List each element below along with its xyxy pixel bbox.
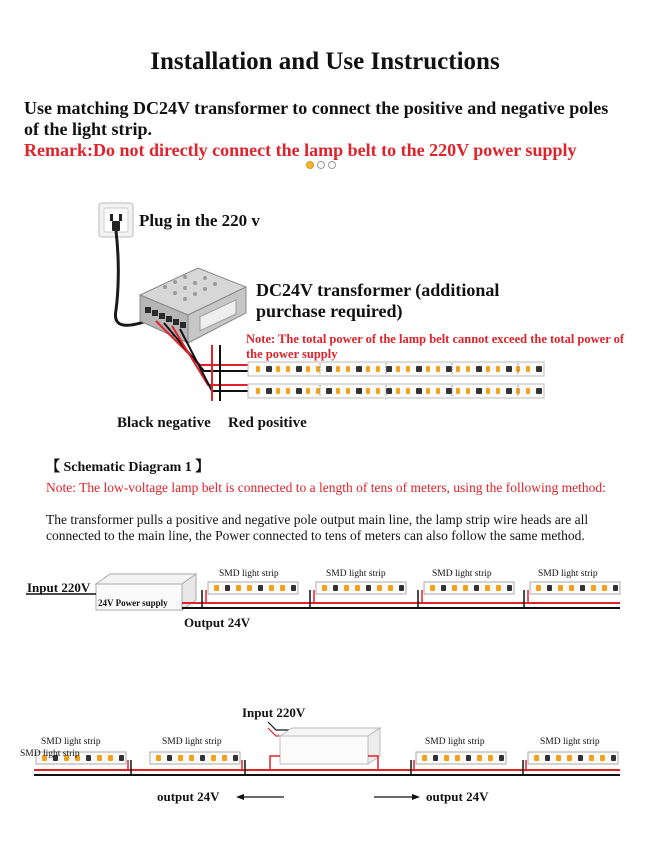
led-chip — [567, 755, 572, 761]
led-chip — [486, 388, 490, 394]
led-chip — [507, 585, 512, 591]
led-chip — [455, 755, 460, 761]
led-chip — [536, 388, 542, 394]
led-chip — [286, 388, 290, 394]
led-chip — [591, 585, 596, 591]
led-chip — [613, 585, 618, 591]
led-chip — [611, 755, 616, 761]
led-chip — [178, 755, 183, 761]
led-chip — [422, 755, 427, 761]
led-chip — [558, 585, 563, 591]
led-chip — [602, 585, 607, 591]
led-chip — [477, 755, 482, 761]
led-chip — [355, 585, 360, 591]
led-chip — [291, 585, 296, 591]
led-chip — [452, 585, 457, 591]
led-chip — [463, 585, 468, 591]
led-chip — [200, 755, 205, 761]
led-chip — [444, 755, 449, 761]
led-chip — [316, 366, 320, 372]
led-chip — [436, 366, 440, 372]
led-chip — [446, 388, 452, 394]
led-chip — [222, 755, 227, 761]
d2-strip-label-3: SMD light strip — [425, 737, 485, 747]
led-chip — [296, 366, 302, 372]
led-chip — [536, 585, 541, 591]
d2-output-right: output 24V — [426, 789, 489, 804]
led-chip — [430, 585, 435, 591]
led-chip — [496, 388, 500, 394]
led-chip — [386, 366, 392, 372]
led-chip — [506, 388, 512, 394]
led-chip — [534, 755, 539, 761]
led-chip — [536, 366, 542, 372]
schematic-description: The transformer pulls a positive and negative pole output main line, the lamp strip wire heads are all connected to the main line, the Power connected to tens of meters can also follow the same method. — [46, 512, 589, 543]
led-chip — [466, 366, 470, 372]
led-chip — [86, 755, 91, 761]
led-chip — [396, 388, 400, 394]
led-chip — [266, 366, 272, 372]
led-chip — [485, 585, 490, 591]
led-strip-1 — [248, 362, 544, 376]
led-chip — [589, 755, 594, 761]
led-chip — [416, 388, 422, 394]
led-chip — [545, 755, 550, 761]
schematic-title: 【 Schematic Diagram 1 】 — [46, 460, 210, 475]
d1-output-label: Output 24V — [184, 615, 251, 630]
led-chip — [366, 585, 371, 591]
led-chip — [436, 388, 440, 394]
led-chip — [167, 755, 172, 761]
led-chip — [388, 585, 393, 591]
led-chip — [366, 388, 370, 394]
led-chip — [346, 366, 350, 372]
d1-strip-label-1: SMD light strip — [219, 569, 279, 579]
led-chip — [256, 366, 260, 372]
led-chip — [356, 366, 362, 372]
remark-text: Remark:Do not directly connect the lamp belt to the 220V power supply — [24, 140, 577, 160]
led-chip — [526, 388, 530, 394]
power-note: Note: The total power of the lamp belt cannot exceed the total power of the power supply — [246, 332, 625, 361]
led-chip — [233, 755, 238, 761]
led-chip — [426, 366, 430, 372]
led-chip — [356, 388, 362, 394]
led-chip — [456, 366, 460, 372]
led-chip — [499, 755, 504, 761]
led-chip — [316, 388, 320, 394]
led-chip — [496, 366, 500, 372]
led-chip — [433, 755, 438, 761]
led-chip — [236, 585, 241, 591]
led-chip — [556, 755, 561, 761]
led-chip — [214, 585, 219, 591]
d2-output-left: output 24V — [157, 789, 220, 804]
led-chip — [496, 585, 501, 591]
led-chip — [108, 755, 113, 761]
led-chip — [569, 585, 574, 591]
d1-strip-label-3: SMD light strip — [432, 569, 492, 579]
led-chip — [441, 585, 446, 591]
led-chip — [258, 585, 263, 591]
led-chip — [189, 755, 194, 761]
d1-strip-label-4: SMD light strip — [538, 569, 598, 579]
d2-strip-label-1: SMD light strip — [41, 737, 101, 747]
led-chip — [225, 585, 230, 591]
led-chip — [446, 366, 452, 372]
led-chip — [280, 585, 285, 591]
black-negative-label: Black negative — [117, 415, 211, 431]
led-chip — [386, 388, 392, 394]
d2-strip-label-4: SMD light strip — [540, 737, 600, 747]
led-chip — [276, 366, 280, 372]
led-chip — [476, 366, 482, 372]
led-chip — [269, 585, 274, 591]
d2-input-label: Input 220V — [242, 705, 306, 720]
led-chip — [426, 388, 430, 394]
led-chip — [406, 366, 410, 372]
led-chip — [396, 366, 400, 372]
led-chip — [306, 388, 310, 394]
led-chip — [296, 388, 302, 394]
psu-wire-left — [270, 756, 280, 770]
led-chip — [416, 366, 422, 372]
d1-psu-label: 24V Power supply — [98, 598, 168, 608]
led-chip — [346, 388, 350, 394]
led-chip — [344, 585, 349, 591]
led-chip — [600, 755, 605, 761]
led-chip — [526, 366, 530, 372]
d2-strip-label-2: SMD light strip — [162, 737, 222, 747]
led-chip — [286, 366, 290, 372]
led-chip — [211, 755, 216, 761]
led-chip — [474, 585, 479, 591]
d2-overlap-label: SMD light strip — [20, 749, 80, 759]
led-chip — [97, 755, 102, 761]
led-chip — [456, 388, 460, 394]
led-chip — [256, 388, 260, 394]
led-chip — [336, 366, 340, 372]
led-chip — [119, 755, 124, 761]
led-chip — [326, 366, 332, 372]
led-chip — [366, 366, 370, 372]
led-chip — [406, 388, 410, 394]
led-chip — [156, 755, 161, 761]
led-chip — [580, 585, 585, 591]
intro-text: Use matching DC24V transformer to connect the positive and negative poles of the light strip. — [24, 98, 609, 139]
led-chip — [466, 388, 470, 394]
plug-label: Plug in the 220 v — [139, 211, 260, 230]
led-chip — [466, 755, 471, 761]
led-chip — [578, 755, 583, 761]
d1-input-label: Input 220V — [27, 580, 91, 595]
led-chip — [326, 388, 332, 394]
carousel-dot-2[interactable] — [317, 161, 325, 169]
led-chip — [376, 388, 380, 394]
led-chip — [547, 585, 552, 591]
led-chip — [476, 388, 482, 394]
led-chip — [266, 388, 272, 394]
led-chip — [276, 388, 280, 394]
transformer-icon — [140, 268, 246, 343]
led-chip — [306, 366, 310, 372]
led-chip — [486, 366, 490, 372]
led-chip — [333, 585, 338, 591]
red-positive-label: Red positive — [228, 415, 307, 431]
led-chip — [399, 585, 404, 591]
led-chip — [247, 585, 252, 591]
led-strip-2 — [248, 384, 544, 398]
carousel-dots — [306, 161, 346, 171]
schematic-note: Note: The low-voltage lamp belt is connected to a length of tens of meters, using the following method: — [46, 480, 606, 495]
led-chip — [488, 755, 493, 761]
d1-strip-label-2: SMD light strip — [326, 569, 386, 579]
carousel-dot-1[interactable] — [306, 161, 314, 169]
led-chip — [506, 366, 512, 372]
led-chip — [377, 585, 382, 591]
carousel-dot-3[interactable] — [328, 161, 336, 169]
schematic-diagram-2 — [0, 700, 650, 810]
led-chip — [322, 585, 327, 591]
led-chip — [376, 366, 380, 372]
page-title: Installation and Use Instructions — [150, 48, 500, 75]
transformer-label: DC24V transformer (additional purchase required) — [256, 280, 500, 321]
power-supply-box — [280, 728, 380, 764]
led-chip — [336, 388, 340, 394]
